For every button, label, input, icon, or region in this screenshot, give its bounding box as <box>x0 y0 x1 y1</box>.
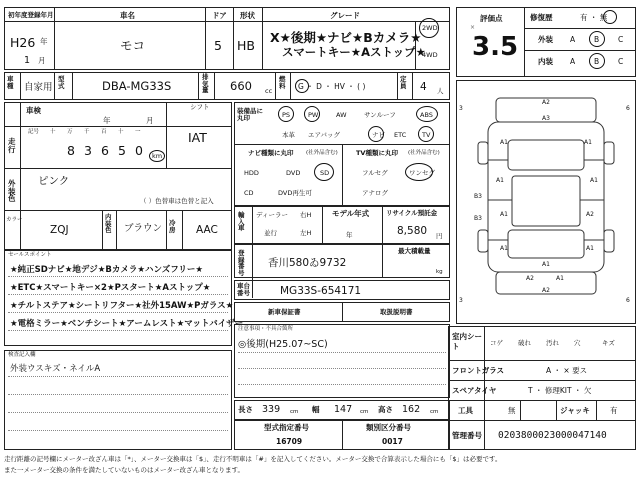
mileage-digit: 8 <box>67 143 75 158</box>
divider <box>4 126 232 127</box>
navi-dvd: DVD <box>286 169 301 177</box>
glass-value: A ・ × 要ス <box>546 366 588 375</box>
divider <box>342 144 343 206</box>
car-name-label: 車名 <box>120 11 135 20</box>
divider <box>214 72 215 100</box>
divider <box>448 360 636 361</box>
navi-title: ナビ種類に丸印 <box>248 149 294 157</box>
class-number: 0017 <box>382 437 403 446</box>
divider <box>382 244 383 278</box>
equipment-item: PS <box>282 111 291 119</box>
equipment-item: TV <box>422 131 431 139</box>
seat-item: 穴 <box>574 339 581 347</box>
tv-oneseg-circle <box>405 163 433 181</box>
divider <box>20 102 21 168</box>
defects-line1: ◎後期(H25.07~SC) <box>238 339 328 350</box>
height-unit: cm <box>430 409 439 415</box>
tv-analog: アナログ <box>362 189 388 197</box>
sales-line-4: ★電格ミラー★ベンチシート★アームレスト★マットバイザー <box>10 319 244 329</box>
interior-color-label: 内装色 <box>105 213 112 234</box>
rule <box>238 368 446 369</box>
glass-label: フロントガラス <box>452 366 505 375</box>
repair-label: 修復歴 <box>530 13 553 22</box>
digits-label: 記号 <box>28 129 40 135</box>
import-left: 左H <box>300 229 312 237</box>
rule <box>8 330 228 331</box>
model-code: DBA-MG33S <box>102 79 172 93</box>
score-label: 評価点 <box>480 14 503 23</box>
damage-mark: A2 <box>586 211 594 218</box>
length-label: 長さ <box>238 405 253 414</box>
drive-badge: 2WD <box>422 24 438 32</box>
damage-mark: B3 <box>474 215 482 222</box>
ac-label: 冷房 <box>169 219 176 234</box>
exterior-grade-label: 外装 <box>538 35 553 44</box>
navi-sd: SD <box>320 169 330 177</box>
rule <box>8 394 228 395</box>
int-grade-c: C <box>618 57 624 66</box>
shaken-month: 月 <box>146 116 154 125</box>
import-right: 右H <box>300 211 312 219</box>
equipment-item: ナビ <box>372 131 385 139</box>
chassis-number: MG33S-654171 <box>280 285 362 297</box>
equipment-circle <box>278 106 294 122</box>
km-unit: km <box>152 152 163 160</box>
height-value: 162 <box>402 404 421 415</box>
shaken-label: 車検 <box>26 106 41 115</box>
seat-item: 汚れ <box>546 339 559 347</box>
divider <box>54 7 55 70</box>
divider <box>54 72 55 100</box>
damage-mark: A1 <box>500 211 508 218</box>
tv-fullseg: フルセグ <box>362 169 388 177</box>
tv-title: TV種類に丸印 <box>356 149 398 157</box>
reg-date-label: 初年度登録年月 <box>8 11 54 19</box>
seat-item: コゲ <box>490 339 503 347</box>
height-label: 高さ <box>378 405 393 414</box>
damage-mark: A1 <box>500 245 508 252</box>
divider <box>290 72 291 100</box>
registration-row <box>4 72 450 100</box>
rule <box>238 384 446 385</box>
damage-mark: A1 <box>584 139 592 146</box>
digit-unit: 十 <box>50 129 56 135</box>
exterior-grade-circle <box>589 31 605 47</box>
equipment-item: サンルーフ <box>364 111 396 119</box>
rule <box>8 412 228 413</box>
plate-label: 登録番号 <box>238 249 245 277</box>
inspector-label: 検査記入欄 <box>8 352 36 358</box>
car-diagram <box>456 80 636 324</box>
grade-line1: X★後期★ナビ★Bカメラ★ <box>270 30 422 45</box>
reg-month: 1 <box>24 55 31 66</box>
divider <box>275 72 276 100</box>
reg-month-unit: 月 <box>38 56 46 65</box>
divider <box>524 50 636 51</box>
sales-line-3: ★チルトステア★シートリフター★社外15AW★Pガラス★ <box>10 301 234 311</box>
plate-number: 香川580ゐ9732 <box>268 257 347 269</box>
damage-mark: A1 <box>500 139 508 146</box>
navi-dvd-play: DVD再生可 <box>278 189 312 197</box>
defects-block <box>234 324 450 398</box>
repair-options: 有 ・ 無 <box>580 13 608 22</box>
interior-color: ブラウン <box>124 223 163 234</box>
divider <box>4 210 232 211</box>
type-number: 16709 <box>276 437 303 446</box>
tools-value: 無 <box>508 406 516 415</box>
interior-grade-circle <box>589 53 605 69</box>
damage-mark: A1 <box>590 177 598 184</box>
divider <box>322 206 323 244</box>
divider <box>596 400 597 420</box>
damage-mark: A1 <box>556 275 564 282</box>
navi-cd: CD <box>244 189 254 197</box>
rule <box>8 430 228 431</box>
fuel-options: G ・ D ・ HV ・ ( ) <box>298 82 366 91</box>
ac-value: AAC <box>196 224 218 236</box>
chassis-label: 車台番号 <box>237 282 250 297</box>
divider <box>4 21 450 22</box>
divider <box>205 7 206 70</box>
navi-note: (社外品含む) <box>306 150 338 156</box>
color-code-label: カラー <box>6 217 23 223</box>
management-number: 0203800023000047140 <box>498 430 607 441</box>
jack-label: ジャッキ <box>560 406 590 415</box>
divider <box>382 206 383 244</box>
divider <box>116 210 117 250</box>
divider <box>556 400 557 420</box>
grade-label: グレード <box>330 11 360 20</box>
ext-grade-c: C <box>618 35 624 44</box>
capacity-label: 定員 <box>400 75 407 90</box>
equipment-label: 装備品に丸印 <box>237 107 263 122</box>
mileage-digit: 6 <box>101 143 109 158</box>
reg-era: H26 <box>10 35 36 50</box>
side-label-d: 6 <box>626 297 630 304</box>
car-name: モコ <box>120 38 146 53</box>
exterior-color: ピンク <box>38 175 70 187</box>
exterior-note: （ ）色替車は色替と記入 <box>140 197 214 205</box>
capacity-unit: 人 <box>437 87 444 95</box>
shaken-year: 年 <box>103 116 111 125</box>
divider <box>4 168 232 169</box>
reg-year-unit: 年 <box>40 37 48 46</box>
defects-label: 注意事項・不具合箇所 <box>238 326 294 332</box>
damage-mark: A2 <box>542 99 550 106</box>
inspector-line: 外装ウスキズ・ネイルA <box>10 364 101 374</box>
equipment-item: 本革 <box>282 131 295 139</box>
divider <box>342 420 343 450</box>
divider <box>20 72 21 100</box>
divider <box>520 400 521 420</box>
model-year-unit: 年 <box>346 231 353 239</box>
damage-mark: A2 <box>526 275 534 282</box>
side-label-c: 3 <box>459 297 463 304</box>
digit-unit: 十 <box>118 129 124 135</box>
max-load-label: 最大積載量 <box>398 247 431 255</box>
footer-line1: 走行距離の記号欄にメーター改ざん車は「*」、メーター交換車は「$」、走行不明車は「#」を記入してください。メーター交換で合算表示した場合にも「$」は必要です。 <box>4 455 502 463</box>
equipment-item: AW <box>336 111 347 119</box>
grade-line2: スマートキー★Aストップ★ <box>282 45 426 59</box>
divider <box>342 302 343 322</box>
seat-item: 破れ <box>518 339 531 347</box>
equipment-item: PW <box>308 111 319 119</box>
exterior-color-label: 外装色 <box>8 179 16 203</box>
divider <box>166 102 167 168</box>
equipment-item: エアバッグ <box>308 131 340 139</box>
digit-unit: 百 <box>101 129 107 135</box>
score-marker: × <box>470 24 476 31</box>
navi-sd-circle <box>314 163 334 181</box>
divider <box>102 210 103 250</box>
rule <box>8 312 228 313</box>
shape-label: 形状 <box>240 11 255 20</box>
damage-mark: A1 <box>496 177 504 184</box>
recycle-unit: 円 <box>436 232 443 240</box>
door-count: 5 <box>214 38 222 53</box>
divider <box>448 420 636 421</box>
int-grade-b: B <box>594 57 600 66</box>
import-parallel: 並行 <box>264 229 277 237</box>
digit-unit: 万 <box>67 129 73 135</box>
spare-label: スペアタイヤ <box>452 386 497 395</box>
score: 3.5 <box>472 32 519 62</box>
side-label-b: 6 <box>626 105 630 112</box>
int-grade-a: A <box>570 57 576 66</box>
sales-line-1: ★純正SDナビ★地デジ★Bカメラ★ハンズフリー★ <box>10 265 203 275</box>
length-unit: cm <box>290 409 299 415</box>
rule <box>8 276 228 277</box>
shift-value: IAT <box>188 130 207 145</box>
digit-unit: 一 <box>135 129 141 135</box>
door-label: ドア <box>212 11 227 20</box>
fuel-circle <box>295 79 309 93</box>
damage-mark: A1 <box>586 245 594 252</box>
management-label: 管理番号 <box>452 431 482 440</box>
seat-item: キズ <box>602 339 615 347</box>
ext-grade-a: A <box>570 35 576 44</box>
usage: 自家用 <box>24 82 53 93</box>
mileage-digit: 3 <box>84 143 92 158</box>
divider <box>448 400 636 401</box>
damage-mark: A1 <box>542 261 550 268</box>
model-year-label: モデル年式 <box>332 209 370 218</box>
interior-grade-label: 内装 <box>538 57 553 66</box>
rule <box>8 294 228 295</box>
recycle-amount: 8,580 <box>397 225 428 237</box>
model-label: 型式 <box>58 75 65 90</box>
navi-hdd: HDD <box>244 169 259 177</box>
divider <box>20 168 21 250</box>
equipment-circle <box>368 126 384 142</box>
damage-mark: A2 <box>542 287 550 294</box>
divider <box>166 210 167 250</box>
jack-value: 有 <box>610 406 618 415</box>
rule <box>8 376 228 377</box>
footer-line2: また一メーター交換の条件を満たしていないものはメーター改ざん車となります。 <box>4 466 244 474</box>
mileage-digit: 5 <box>118 143 126 158</box>
width-unit: cm <box>360 409 369 415</box>
divider <box>198 72 199 100</box>
seat-label: 室内シート <box>452 332 482 351</box>
width-label: 幅 <box>312 405 320 414</box>
equipment-circle <box>416 106 438 122</box>
rule <box>238 352 446 353</box>
equipment-circle <box>304 106 320 122</box>
equipment-circle <box>418 126 434 142</box>
side-label-a: 3 <box>459 105 463 112</box>
tv-oneseg: ワンセグ <box>409 169 435 177</box>
divider <box>182 210 183 250</box>
type-label: 型式指定番号 <box>264 423 309 432</box>
mileage-digit: 0 <box>135 143 143 158</box>
repair-circle <box>603 10 617 24</box>
max-load-unit: kg <box>436 269 443 275</box>
manual-label: 取扱説明書 <box>380 308 413 316</box>
damage-mark: B3 <box>474 193 482 200</box>
divider <box>448 380 636 381</box>
shift-label: シフト <box>190 103 210 111</box>
displacement-unit: cc <box>265 87 273 95</box>
tools-label: 工具 <box>458 406 473 415</box>
import-dealer: ディーラー <box>256 211 288 219</box>
displacement: 660 <box>230 79 252 93</box>
spare-value: T ・ 修理KIT ・ 欠 <box>528 386 592 395</box>
divider <box>262 7 263 70</box>
drive-alt: 4WD <box>422 51 438 59</box>
mileage-label: 走行 <box>8 137 16 154</box>
sales-line-2: ★ETC★スマートキー×2★Pスタート★Aストップ★ <box>10 283 211 293</box>
sales-label: セールスポイント <box>8 252 52 258</box>
fuel-label: 燃料 <box>279 75 286 90</box>
displacement-label: 排気量 <box>202 73 209 94</box>
ext-grade-b: B <box>594 35 600 44</box>
equipment-item: ABS <box>420 111 433 119</box>
divider <box>397 72 398 100</box>
divider <box>233 7 234 70</box>
body-shape: HB <box>237 38 255 53</box>
new-car-warranty: 新車保証書 <box>268 308 301 316</box>
car-type-label: 車種 <box>7 75 14 90</box>
color-code: ZQJ <box>50 224 69 236</box>
import-label: 輸入車 <box>238 211 245 232</box>
class-label: 類別区分番号 <box>366 423 411 432</box>
recycle-label: リサイクル預託金 <box>386 209 438 217</box>
tv-note: (社外品含む) <box>408 150 440 156</box>
divider <box>524 28 636 29</box>
damage-mark: A3 <box>542 115 550 122</box>
width-value: 147 <box>334 404 353 415</box>
capacity: 4 <box>420 81 427 93</box>
divider <box>412 72 413 100</box>
length-value: 339 <box>262 404 281 415</box>
digit-unit: 千 <box>84 129 90 135</box>
divider <box>72 72 73 100</box>
divider <box>524 7 525 77</box>
divider <box>252 206 253 244</box>
equipment-item: ETC <box>394 131 407 139</box>
